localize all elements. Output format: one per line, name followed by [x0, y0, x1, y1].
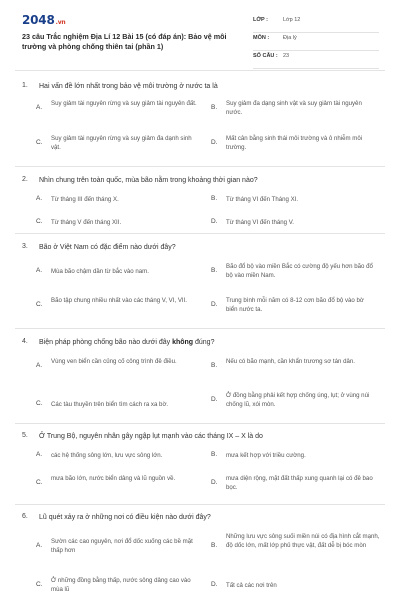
meta-value: Địa lý	[283, 35, 297, 41]
option-letter: B.	[211, 451, 218, 458]
option-letter: D.	[211, 139, 218, 146]
question-text-part: đúng?	[193, 339, 215, 346]
option-text: Mất cân bằng sinh thái môi trường và ô nhiễm môi trường.	[226, 135, 363, 151]
option-letter: C.	[36, 400, 43, 407]
option-letter: A.	[36, 451, 43, 458]
site-logo[interactable]	[22, 13, 65, 27]
meta-label: SỐ CÂU :	[253, 53, 278, 59]
logo-domain-suffix: .vn	[55, 19, 66, 26]
section-divider	[15, 233, 385, 234]
meta-value: Lớp 12	[283, 17, 301, 23]
meta-row-grade	[253, 15, 379, 33]
question-text: Bão ở Việt Nam có đặc điểm nào dưới đây?	[39, 244, 176, 251]
option-text: mưa diện rộng, mặt đất thấp xung quanh lại có đê bao bọc.	[226, 475, 373, 491]
option-letter: D.	[211, 218, 218, 225]
option-letter: C.	[36, 301, 43, 308]
option-text: Suy giảm tài nguyên rừng và suy giảm tài nguyên đất.	[51, 100, 197, 107]
option-letter: A.	[36, 104, 43, 111]
option-letter: D.	[211, 581, 218, 588]
option-letter: B.	[211, 195, 218, 202]
option-text: các hệ thống sông lớn, lưu vực sông lớn.	[51, 452, 163, 459]
option-letter: C.	[36, 581, 43, 588]
option-text: Từ tháng VI đến tháng V.	[226, 219, 294, 226]
option-text: mưa bão lớn, nước biển dâng và lũ nguồn về.	[51, 475, 176, 482]
option-text: mưa kết hợp với triều cường.	[226, 452, 306, 459]
meta-label: LỚP :	[253, 17, 268, 23]
option-text: Vùng ven biển cần củng cố công trình đê điều.	[51, 358, 177, 365]
meta-value: 23	[283, 53, 290, 59]
option-text: Trung bình mỗi năm có 8-12 cơn bão đổ bộ vào bờ biển nước ta.	[226, 297, 364, 313]
question-text: Nhìn chung trên toàn quốc, mùa bão nằm trong khoảng thời gian nào?	[39, 177, 258, 184]
option-letter: D.	[211, 396, 218, 403]
question-text: Lũ quét xảy ra ở những nơi có điều kiện nào dưới đây?	[39, 514, 211, 521]
option-letter: A.	[36, 267, 43, 274]
option-letter: B.	[211, 362, 218, 369]
question-number: 6.	[22, 513, 28, 520]
option-text: Từ tháng V đến tháng XII.	[51, 219, 122, 226]
section-divider	[15, 423, 385, 424]
option-text: Nếu có bão mạnh, cần khẩn trương sơ tán dân.	[226, 358, 355, 365]
option-text: Bão tập chung nhiều nhất vào các tháng V, VI, VII.	[51, 297, 187, 304]
option-letter: B.	[211, 267, 218, 274]
meta-row-subject	[253, 33, 379, 51]
option-text: Từ tháng III đến tháng X.	[51, 196, 119, 203]
logo-main-text: 2048	[22, 13, 55, 27]
question-number: 4.	[22, 338, 28, 345]
question-text-emphasis: không	[172, 339, 194, 346]
section-divider	[15, 328, 385, 329]
option-text: Ở những đồng bằng thấp, nước sông dâng cao vào mùa lũ	[51, 577, 191, 593]
section-divider	[15, 70, 385, 71]
meta-row-question-count	[253, 51, 379, 69]
option-letter: C.	[36, 218, 43, 225]
option-letter: B.	[211, 104, 218, 111]
document-header	[0, 0, 400, 68]
option-text: Từ tháng VI đến Tháng XI.	[226, 196, 299, 203]
option-letter: A.	[36, 362, 43, 369]
option-text: Sườn các cao nguyên, nơi đổ dốc xuống các bề mặt thấp hơn	[51, 538, 193, 554]
option-letter: C.	[36, 139, 43, 146]
option-text: Bão đổ bộ vào miền Bắc có cường độ yếu hơn bão đổ bộ vào miền Nam.	[226, 263, 373, 279]
option-letter: B.	[211, 542, 218, 549]
document-meta	[253, 15, 379, 69]
option-text: Mùa bão chậm dần từ bắc vào nam.	[51, 268, 149, 275]
option-text: Tất cả các nơi trên	[226, 582, 277, 589]
option-text: Những lưu vực sông suối miền núi có địa hình cắt mạnh, độ dốc lớn, mất lớp phủ thực vật, đất dễ bị bóc mòn	[226, 533, 380, 549]
question-text: Hai vấn đề lớn nhất trong bảo vệ môi trường ở nước ta là	[39, 83, 218, 90]
option-letter: C.	[36, 479, 43, 486]
question-text	[39, 338, 379, 348]
question-text-part: Biện pháp phòng chống bão nào dưới đây	[39, 339, 173, 346]
question-text: Ở Trung Bộ, nguyên nhân gây ngập lụt mạnh vào các tháng IX – X là do	[39, 433, 263, 440]
meta-label: MÔN :	[253, 35, 270, 41]
option-text: Các tàu thuyền trên biển tìm cách ra xa bờ.	[51, 401, 169, 408]
option-text: Suy giảm tài nguyên rừng và suy giảm đa dạnh sinh vật.	[51, 135, 192, 151]
option-text: Suy giảm đa dạng sinh vật và suy giảm tài nguyên nước.	[226, 100, 362, 116]
option-letter: A.	[36, 542, 43, 549]
question-number: 5.	[22, 432, 28, 439]
question-number: 2.	[22, 176, 28, 183]
section-divider	[15, 166, 385, 167]
document-title: 23 câu Trắc nghiệm Địa Lí 12 Bài 15 (có đáp án): Bảo vệ môi trường và phòng chống thiên tai (phần 1)	[22, 32, 227, 51]
option-letter: D.	[211, 301, 218, 308]
question-number: 1.	[22, 82, 28, 89]
question-number: 3.	[22, 243, 28, 250]
option-letter: D.	[211, 479, 218, 486]
option-text: Ở đồng bằng phải kết hợp chống úng, lụt; ở vùng núi chống lũ, xói mòn.	[226, 392, 370, 408]
section-divider	[15, 504, 385, 505]
option-letter: A.	[36, 195, 43, 202]
